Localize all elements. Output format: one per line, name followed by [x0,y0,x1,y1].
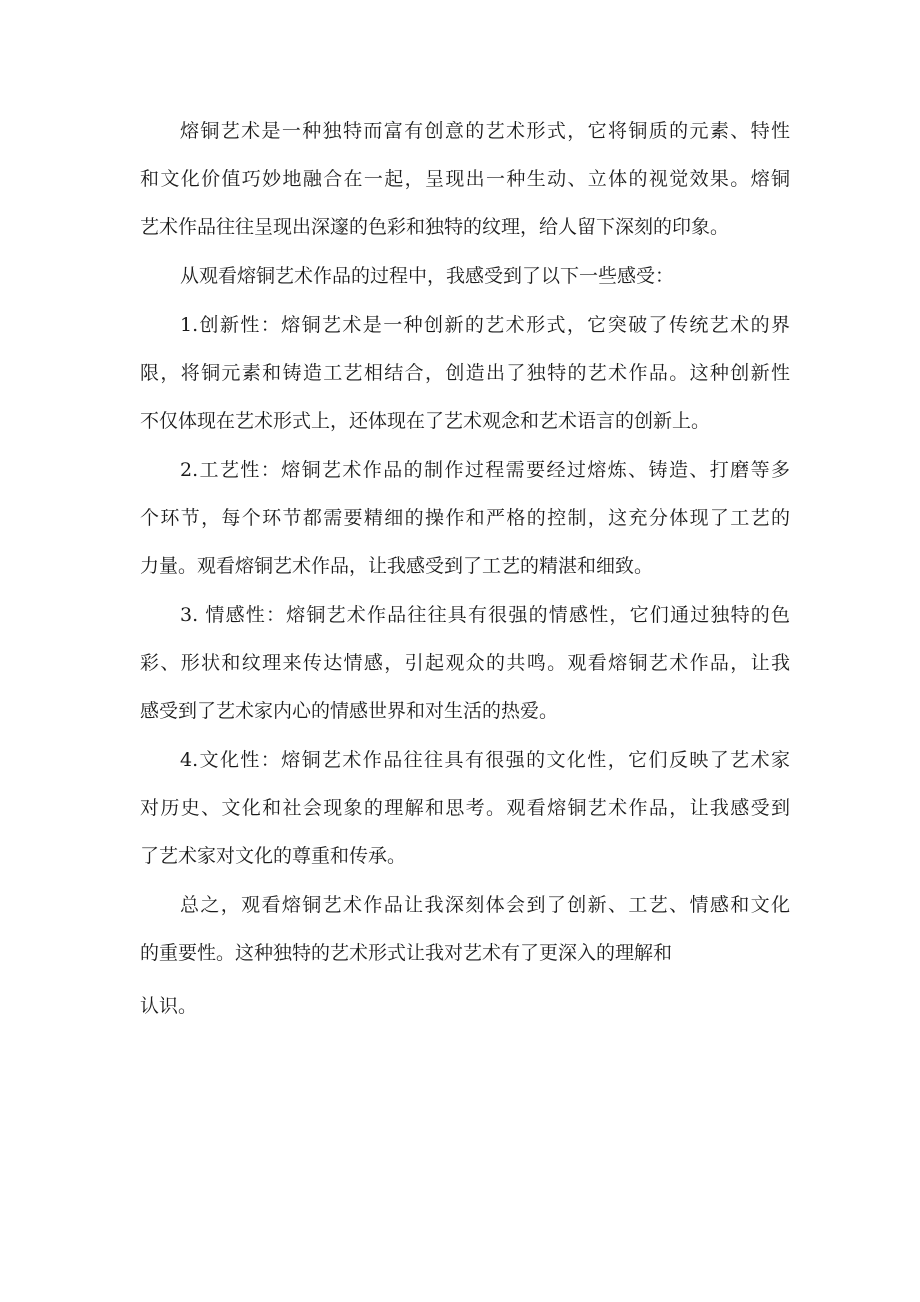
text-line: 了艺术家对文化的尊重和传承。 [140,845,407,867]
text-line: 感受到了艺术家内心的情感世界和对生活的热爱。 [140,700,559,722]
text-line: 不仅体现在艺术形式上，还体现在了艺术观念和艺术语言的创新上。 [140,410,711,432]
text-line: 对历史、文化和社会现象的理解和思考。观看熔铜艺术作品，让我感受到 [140,797,790,819]
text-line: 总之，观看熔铜艺术作品让我深刻体会到了创新、工艺、情感和文化 [180,894,790,916]
text-line: 1.创新性：熔铜艺术是一种创新的艺术形式，它突破了传统艺术的界 [180,314,790,336]
text-line: 从观看熔铜艺术作品的过程中，我感受到了以下一些感受： [180,265,675,287]
text-line: 彩、形状和纹理来传达情感，引起观众的共鸣。观看熔铜艺术作品，让我 [140,652,790,674]
text-line: 个环节，每个环节都需要精细的操作和严格的控制，这充分体现了工艺的 [140,507,790,529]
text-line: 和文化价值巧妙地融合在一起，呈现出一种生动、立体的视觉效果。熔铜 [140,168,790,190]
text-line: 3. 情感性：熔铜艺术作品往往具有很强的情感性，它们通过独特的色 [180,604,790,626]
text-line: 认识。 [140,995,198,1017]
text-line: 的重要性。这种独特的艺术形式让我对艺术有了更深入的理解和 [140,942,673,964]
text-line: 2.工艺性：熔铜艺术作品的制作过程需要经过熔炼、铸造、打磨等多 [180,459,790,481]
text-line: 4.文化性：熔铜艺术作品往往具有很强的文化性，它们反映了艺术家 [180,749,790,771]
text-line: 力量。观看熔铜艺术作品，让我感受到了工艺的精湛和细致。 [140,555,654,577]
text-line: 熔铜艺术是一种独特而富有创意的艺术形式，它将铜质的元素、特性 [180,120,790,142]
text-line: 限，将铜元素和铸造工艺相结合，创造出了独特的艺术作品。这种创新性 [140,362,790,384]
text-line: 艺术作品往往呈现出深邃的色彩和独特的纹理，给人留下深刻的印象。 [140,216,730,238]
